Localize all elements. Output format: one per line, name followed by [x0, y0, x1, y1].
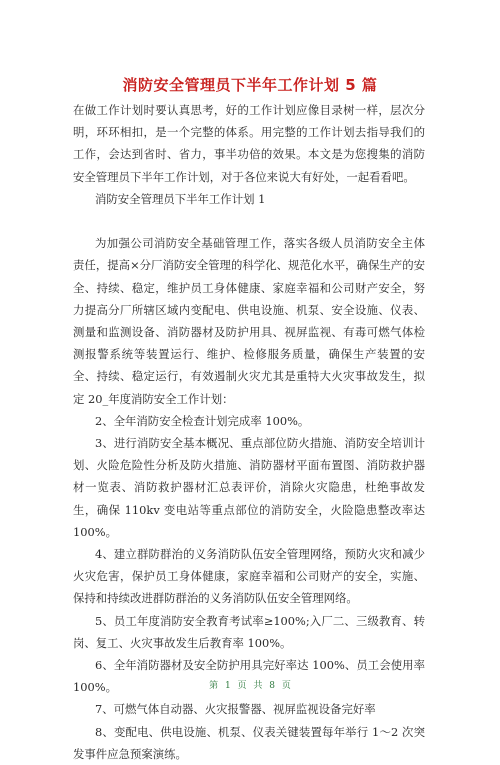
document-body [73, 99, 425, 765]
paragraph-8: 8、变配电、供电设施、机泵、仪表关键装置每年举行 1～2 次突发事件应急预案演练。 [73, 724, 425, 761]
paragraph-4: 4、建立群防群治的义务消防队伍安全管理网络，预防火灾和减少火灾危害，保护员工身体健康，家庭幸福和公司财产的安全，实施、保持和持续改进群防群治的义务消防队伍安全管理网络。 [73, 547, 425, 606]
blank-line [73, 210, 425, 232]
page-number-footer: 第 1 页 共 8 页 [209, 681, 291, 691]
document-title: 消防安全管理员下半年工作计划 5 篇 [122, 76, 378, 94]
paragraph-3: 3、进行消防安全基本概况、重点部位防火措施、消防安全培训计划、火险危险性分析及防火措施、消防器材平面布置图、消防救护器材一览表、消防救护器材汇总表评价，消除火灾隐患，杜绝事故发生，确保 110kv 变电站等重点部位的消防安全，火险隐患整改率达 100%。 [73, 436, 425, 539]
paragraph-2: 2、全年消防安全检查计划完成率 100%。 [95, 413, 310, 428]
paragraph-5: 5、员工年度消防安全教育考试率≥100%;入厂二、三级教育、转岗、复工、火灾事故发生后教育率 100%。 [73, 613, 425, 650]
paragraph-6: 6、全年消防器材及安全防护用具完好率达 100%、员工会使用率 100%。 [73, 658, 425, 695]
section-subtitle: 消防安全管理员下半年工作计划 1 [95, 191, 266, 206]
intro-paragraph: 在做工作计划时要认真思考，好的工作计划应像目录树一样，层次分明，环环相扣，是一个完整的体系。用完整的工作计划去指导我们的工作，会达到省时、省力，事半功倍的效果。本文是为您搜集的消防安全管理员下半年工作计划，对于各位来说大有好处，一起看看吧。 [73, 103, 425, 184]
paragraph-1: 为加强公司消防安全基础管理工作，落实各级人员消防安全主体责任，提高×分厂消防安全管理的科学化、规范化水平，确保生产的安全、持续、稳定，维护员工身体健康、家庭幸福和公司财产安全，努力提高分厂所辖区域内变配电、供电设施、机泵、安全设施、仪表、测量和监测设备、消防器材及防护用具、视屏监视、有毒可燃气体检测报警系统等装置运行、维护、检修服务质量，确保生产装置的安全、持续、稳定运行，有效遏制火灾尤其是重特大火灾事故发生，拟定 20_年度消防安全工作计划： [73, 236, 425, 406]
paragraph-7: 7、可燃气体自动器、火灾报警器、视屏监视设备完好率 [95, 702, 376, 717]
